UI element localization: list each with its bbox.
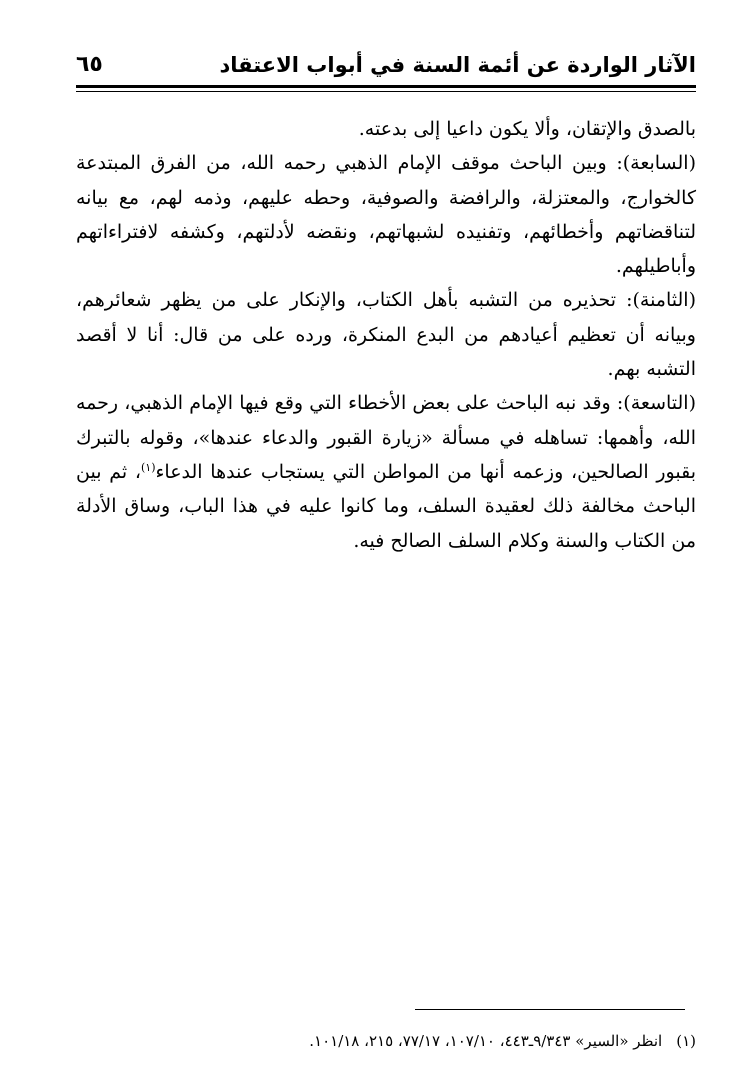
running-title: الآثار الواردة عن أئمة السنة في أبواب الاعتقاد	[219, 53, 696, 77]
paragraph-4	[76, 386, 696, 557]
running-header	[76, 40, 696, 80]
paragraph-2: (السابعة): وبين الباحث موقف الإمام الذهبي رحمه الله، من الفرق المبتدعة كالخوارج، والمعتزلة، والرافضة والصوفية، وحطه عليهم، وذمه لهم، مع بيانه لتناقضاتهم وأخطائهم، وتفنيده لشبهاتهم، ونقضه لأدلتهم، وكشفه لافتراءاتهم وأباطيلهم.	[76, 152, 696, 278]
footnote-reference[interactable]: (١)	[140, 460, 156, 474]
footnote	[76, 1030, 696, 1052]
header-rule-thin	[76, 91, 696, 92]
paragraph-4-text-b: ، ثم بين الباحث مخالفة ذلك لعقيدة السلف، وما كانوا عليه في هذا الباب، وساق الأدلة من الكتاب والسنة وكلام السلف الصالح فيه.	[76, 460, 696, 552]
footnote-number: (١)	[676, 1032, 696, 1050]
footnote-text: انظر «السير» ٩/٣٤٣ـ٤٤٣، ١٠٧/١٠، ٧٧/١٧، ٢١٥، ١٠١/١٨.	[309, 1032, 663, 1050]
paragraph-4-text-a: (التاسعة): وقد نبه الباحث على بعض الأخطاء التي وقع فيها الإمام الذهبي، رحمه الله، وأهمها: تساهله في مسألة «زيارة القبور والدعاء عندها»، وقوله بالتبرك بقبور الصالحين، وزعمه أنها من المواطن التي يستجاب عندها الدعاء	[76, 392, 696, 483]
paragraph-3: (الثامنة): تحذيره من التشبه بأهل الكتاب، والإنكار على من يظهر شعائرهم، وبيانه أن تعظيم أعيادهم من البدع المنكرة، ورده على من قال: أنا لا أقصد التشبه بهم.	[76, 289, 696, 381]
header-rule-thick	[76, 85, 696, 88]
body-text	[76, 112, 696, 558]
page-number: ٦٥	[76, 52, 103, 77]
footnote-separator	[415, 1009, 685, 1010]
paragraph-1: بالصدق والإتقان، وألا يكون داعيا إلى بدعته.	[358, 118, 696, 140]
